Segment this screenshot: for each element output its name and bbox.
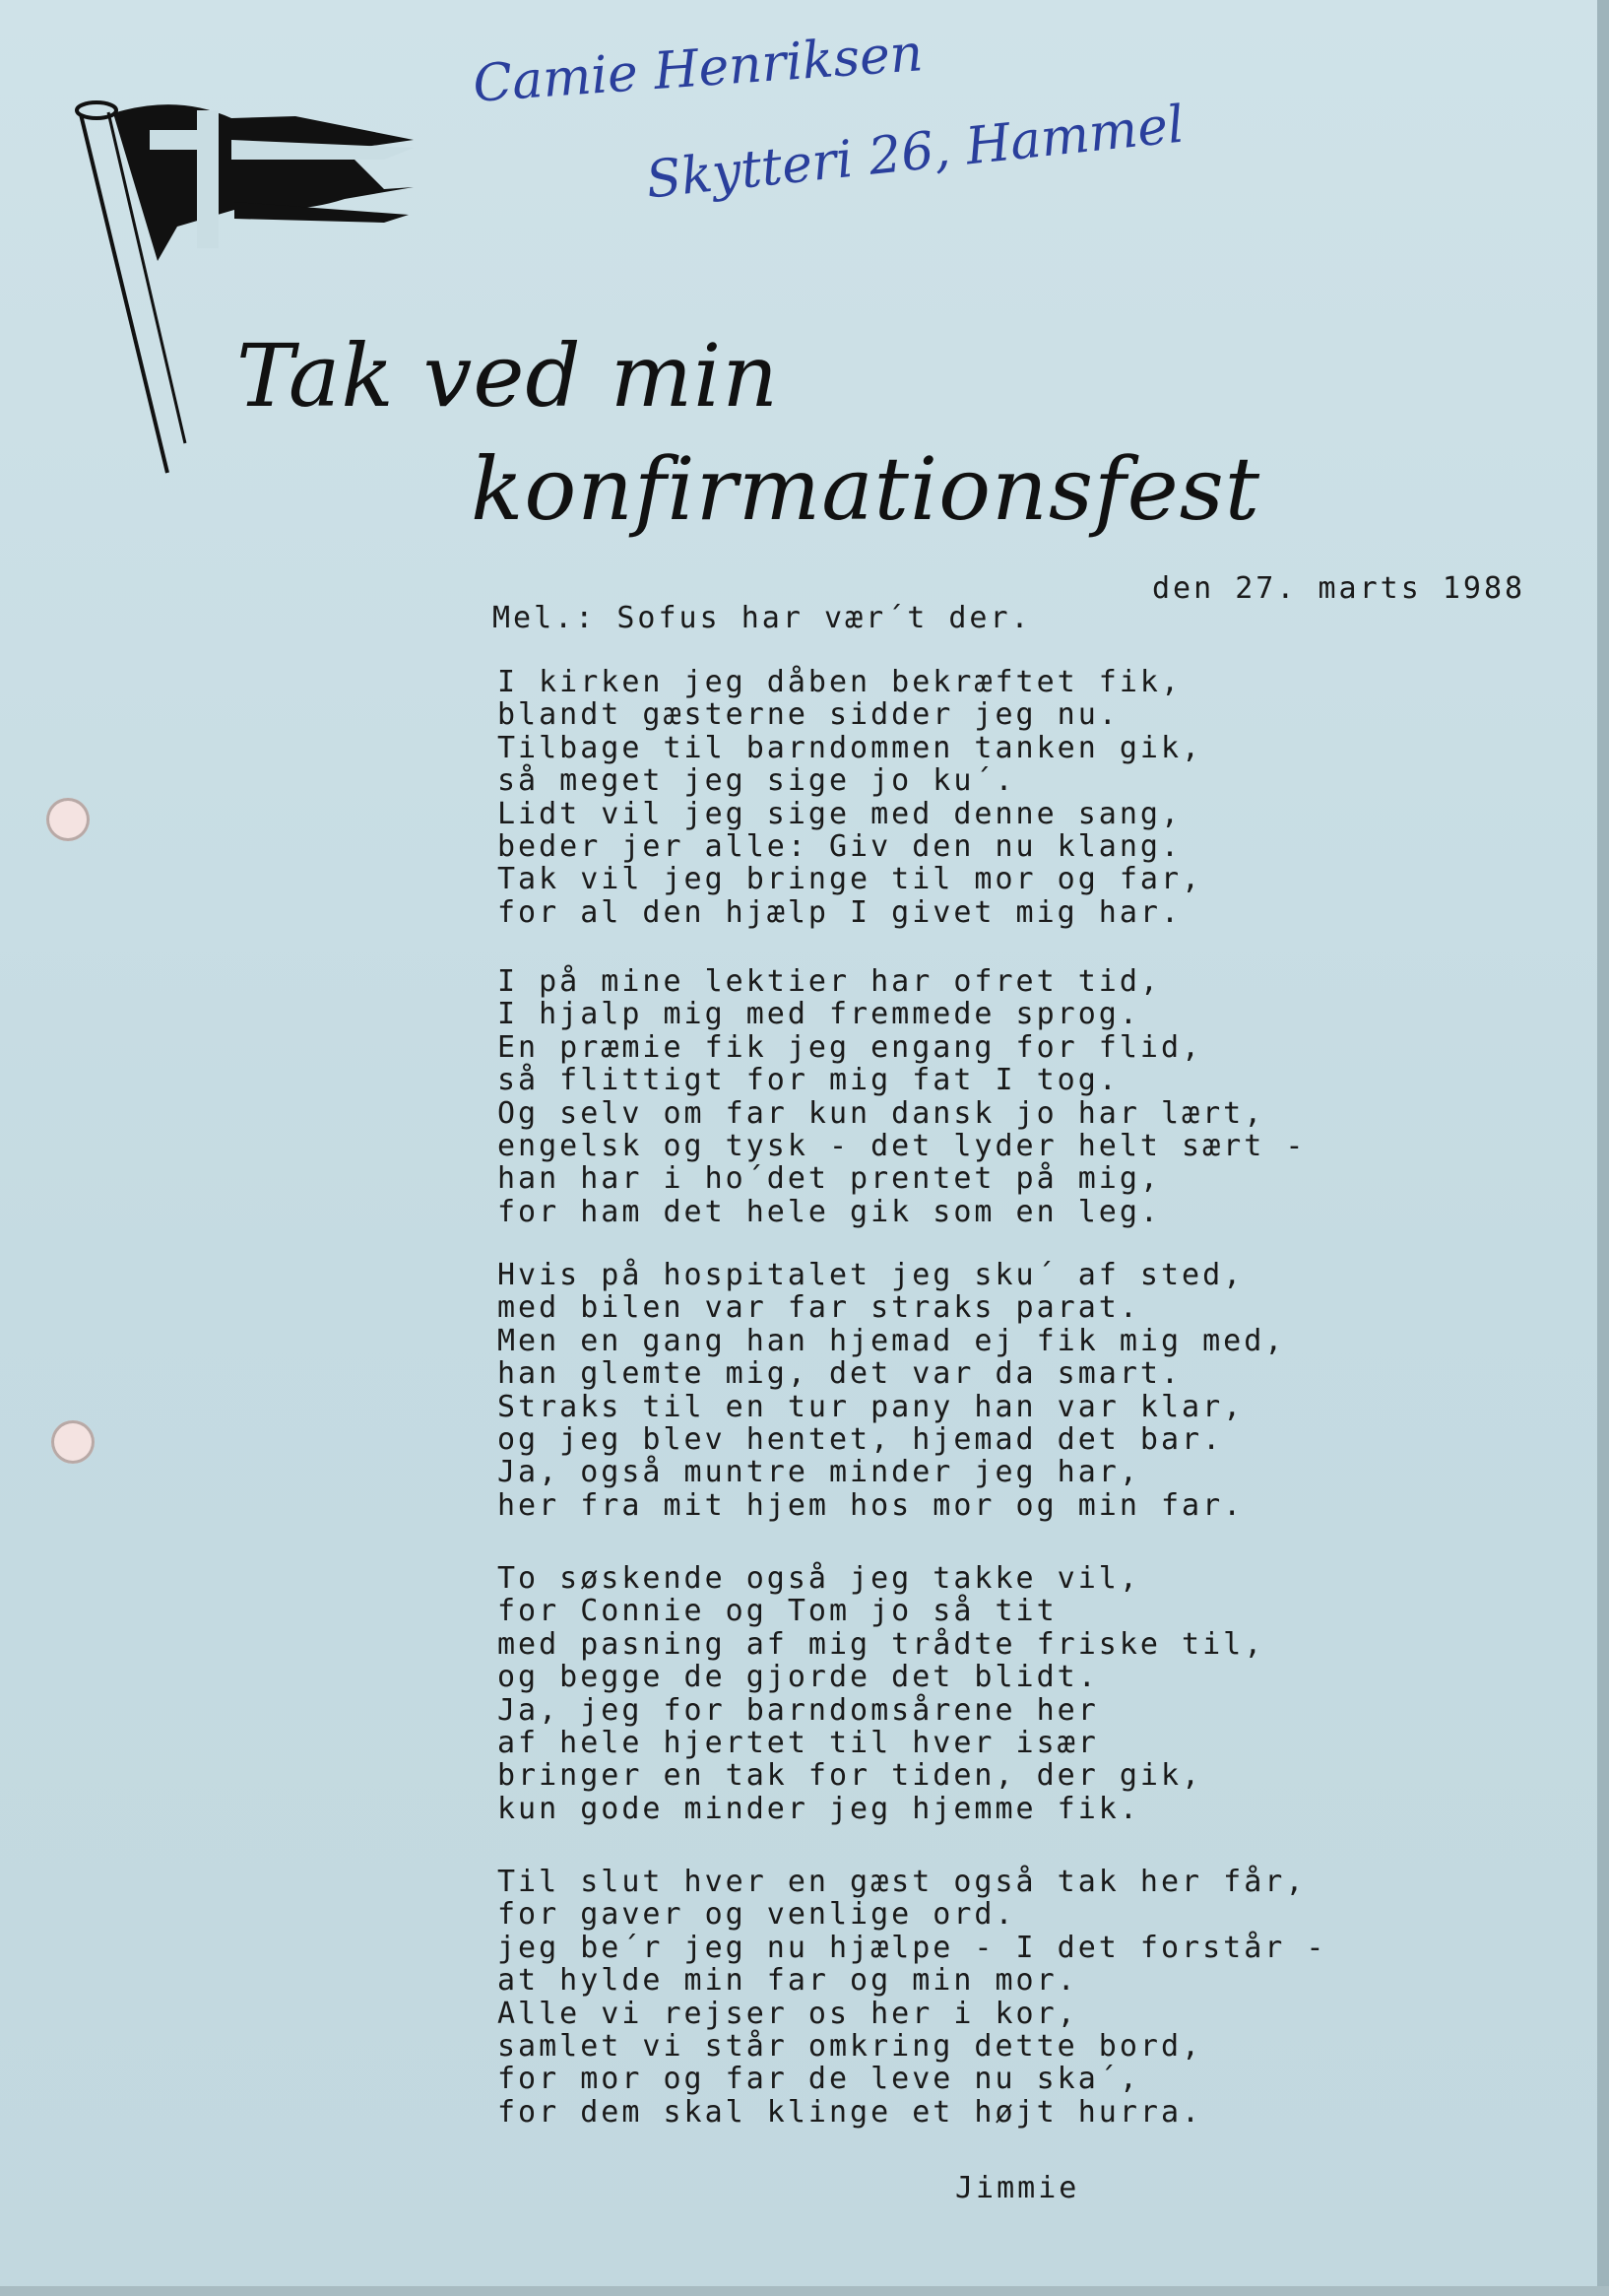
verse-line: og jeg blev hentet, hjemad det bar. [497, 1421, 1224, 1457]
stanza-5 [497, 1866, 1326, 2129]
title-line-1: Tak ved min [236, 325, 779, 426]
verse-line: kun gode minder jeg hjemme fik. [497, 1791, 1140, 1826]
verse-line: En præmie fik jeg engang for flid, [497, 1029, 1203, 1065]
verse-line: bringer en tak for tiden, der gik, [497, 1758, 1203, 1794]
verse-line: af hele hjertet til hver især [497, 1725, 1099, 1760]
handwritten-address: Skytteri 26, Hammel [643, 95, 1188, 211]
verse-line: med pasning af mig trådte friske til, [497, 1626, 1265, 1662]
verse-line: Tilbage til barndommen tanken gik, [497, 730, 1203, 765]
verse-line: han glemte mig, det var da smart. [497, 1356, 1183, 1392]
verse-line: for al den hjælp I givet mig har. [497, 894, 1183, 930]
melody-line: Mel.: Sofus har vær´t der. [492, 601, 1032, 635]
verse-line: med bilen var far straks parat. [497, 1290, 1140, 1326]
stanza-4 [497, 1562, 1264, 1825]
verse-line: I på mine lektier har ofret tid, [497, 964, 1161, 999]
page-bottom-edge [0, 2286, 1609, 2296]
verse-line: for dem skal klinge et højt hurra. [497, 2094, 1203, 2130]
verse-line: Ja, også muntre minder jeg har, [497, 1455, 1140, 1490]
signature: Jimmie [955, 2171, 1080, 2205]
verse-line: engelsk og tysk - det lyder helt sært - [497, 1128, 1307, 1163]
verse-line: samlet vi står omkring dette bord, [497, 2028, 1203, 2064]
verse-line: Lidt vil jeg sige med denne sang, [497, 796, 1183, 831]
handwritten-name: Camie Henriksen [471, 24, 926, 114]
verse-line: I hjalp mig med fremmede sprog. [497, 997, 1140, 1032]
verse-line: så flittigt for mig fat I tog. [497, 1063, 1120, 1098]
verse-line: To søskende også jeg takke vil, [497, 1561, 1140, 1596]
punch-hole-top [46, 798, 90, 841]
verse-line: for ham det hele gik som en leg. [497, 1194, 1161, 1229]
verse-line: for Connie og Tom jo så tit [497, 1594, 1058, 1629]
verse-line: Tak vil jeg bringe til mor og far, [497, 862, 1203, 897]
stanza-2 [497, 965, 1306, 1228]
verse-line: Men en gang han hjemad ej fik mig med, [497, 1323, 1286, 1358]
verse-line: for mor og far de leve nu ska´, [497, 2062, 1140, 2097]
document-date: den 27. marts 1988 [1152, 571, 1526, 606]
verse-line: Alle vi rejser os her i kor, [497, 1996, 1078, 2031]
stanza-1 [497, 666, 1202, 929]
verse-line: Hvis på hospitalet jeg sku´ af sted, [497, 1258, 1245, 1292]
verse-line: så meget jeg sige jo ku´. [497, 763, 1016, 799]
verse-line: beder jer alle: Giv den nu klang. [497, 828, 1183, 864]
verse-line: og begge de gjorde det blidt. [497, 1660, 1099, 1695]
verse-line: at hylde min far og min mor. [497, 1963, 1078, 1999]
verse-line: I kirken jeg dåben bekræftet fik, [497, 665, 1183, 699]
verse-line: her fra mit hjem hos mor og min far. [497, 1487, 1245, 1523]
verse-line: Til slut hver en gæst også tak her får, [497, 1865, 1307, 1899]
page-edge-shadow [1597, 0, 1609, 2296]
verse-line: Og selv om far kun dansk jo har lært, [497, 1095, 1265, 1131]
verse-line: han har i ho´det prentet på mig, [497, 1161, 1161, 1197]
stanza-3 [497, 1259, 1285, 1522]
verse-line: for gaver og venlige ord. [497, 1897, 1016, 1933]
verse-line: Straks til en tur pany han var klar, [497, 1389, 1245, 1424]
punch-hole-bottom [51, 1420, 95, 1464]
verse-line: jeg be´r jeg nu hjælpe - I det forstår - [497, 1930, 1327, 1965]
verse-line: blandt gæsterne sidder jeg nu. [497, 697, 1120, 733]
title-line-2: konfirmationsfest [471, 438, 1261, 540]
verse-line: Ja, jeg for barndomsårene her [497, 1692, 1099, 1728]
